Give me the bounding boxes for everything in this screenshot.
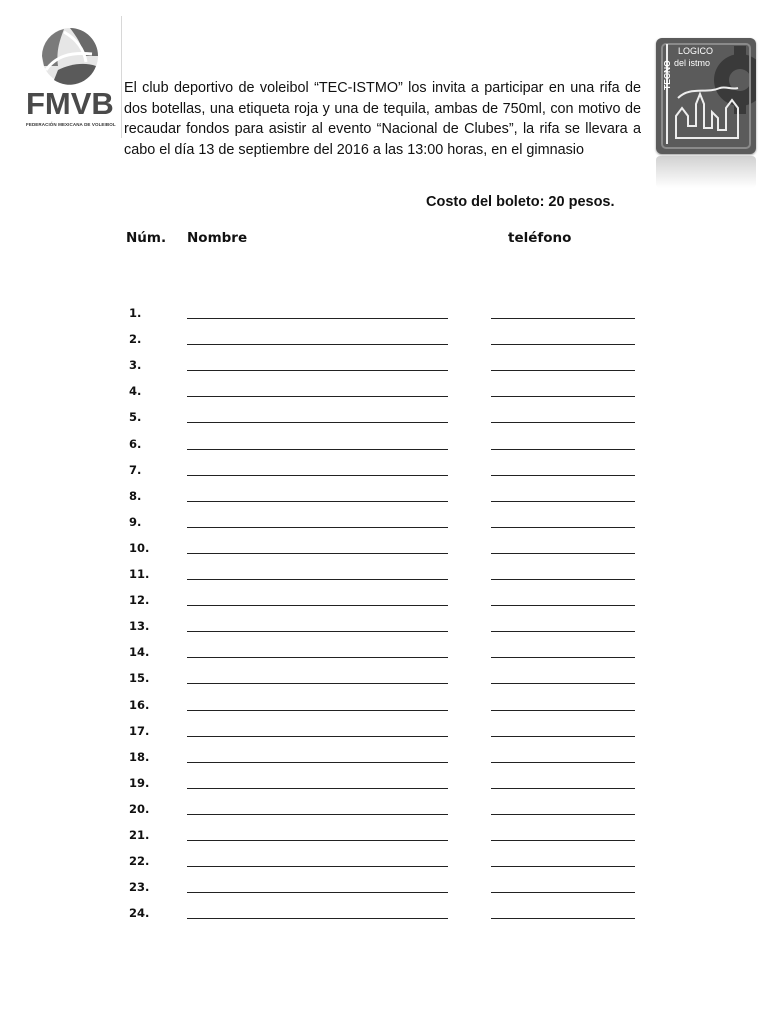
name-blank-line[interactable] xyxy=(187,840,448,841)
phone-blank-line[interactable] xyxy=(491,579,635,580)
row-number: 7. xyxy=(129,462,142,477)
table-row xyxy=(0,437,768,457)
phone-blank-line[interactable] xyxy=(491,396,635,397)
phone-blank-line[interactable] xyxy=(491,657,635,658)
table-row xyxy=(0,880,768,900)
row-number: 1. xyxy=(129,306,142,320)
row-number: 21. xyxy=(129,828,150,842)
name-blank-line[interactable] xyxy=(187,579,448,580)
tec-logo-reflection xyxy=(656,156,756,188)
name-blank-line[interactable] xyxy=(187,814,448,815)
row-number: 8. xyxy=(129,488,142,503)
name-blank-line[interactable] xyxy=(187,657,448,658)
table-row xyxy=(0,515,768,535)
phone-blank-line[interactable] xyxy=(491,866,635,867)
row-number: 16. xyxy=(129,697,150,712)
table-row xyxy=(0,906,768,926)
row-number: 12. xyxy=(129,593,150,608)
tec-logo-card xyxy=(656,38,756,154)
phone-blank-line[interactable] xyxy=(491,631,635,632)
volleyball-icon xyxy=(34,26,106,88)
tec-logo-text-logico: LOGICO xyxy=(678,46,714,56)
phone-blank-line[interactable] xyxy=(491,422,635,423)
row-number: 14. xyxy=(129,645,150,660)
header-name: Nombre xyxy=(187,230,248,246)
name-blank-line[interactable] xyxy=(187,866,448,867)
name-blank-line[interactable] xyxy=(187,527,448,528)
intro-paragraph: El club deportivo de voleibol “TEC-ISTMO” los invita a participar en una rifa de dos botellas, una etiqueta roja y una de tequila, ambas de 750ml, con motivo de recaudar fondos para asistir al evento “Nacional de Clubes”, la rifa se llevara a cabo el día 13 de septiembre del 2016 a las 13:00 horas, en el gimnasio xyxy=(124,80,641,158)
table-row xyxy=(0,619,768,639)
phone-blank-line[interactable] xyxy=(491,344,635,345)
phone-blank-line[interactable] xyxy=(491,788,635,789)
name-blank-line[interactable] xyxy=(187,631,448,632)
name-blank-line[interactable] xyxy=(187,396,448,397)
table-row xyxy=(0,358,768,378)
name-blank-line[interactable] xyxy=(187,762,448,763)
phone-blank-line[interactable] xyxy=(491,918,635,919)
phone-blank-line[interactable] xyxy=(491,840,635,841)
table-row xyxy=(0,541,768,561)
table-row xyxy=(0,593,768,613)
name-blank-line[interactable] xyxy=(187,370,448,371)
name-blank-line[interactable] xyxy=(187,501,448,502)
phone-blank-line[interactable] xyxy=(491,475,635,476)
phone-blank-line[interactable] xyxy=(491,318,635,319)
name-blank-line[interactable] xyxy=(187,605,448,606)
ticket-cost: Costo del boleto: 20 pesos. xyxy=(426,194,615,210)
phone-blank-line[interactable] xyxy=(491,814,635,815)
header-phone: teléfono xyxy=(508,230,572,246)
table-row xyxy=(0,463,768,483)
tec-istmo-logo xyxy=(656,38,756,156)
phone-blank-line[interactable] xyxy=(491,683,635,684)
row-number: 18. xyxy=(129,749,150,764)
table-row xyxy=(0,489,768,509)
row-number: 17. xyxy=(129,723,150,738)
table-row xyxy=(0,645,768,665)
table-row xyxy=(0,802,768,822)
phone-blank-line[interactable] xyxy=(491,527,635,528)
name-blank-line[interactable] xyxy=(187,892,448,893)
row-number: 23. xyxy=(129,880,150,895)
row-number: 11. xyxy=(129,567,150,581)
name-blank-line[interactable] xyxy=(187,553,448,554)
row-number: 6. xyxy=(129,436,142,451)
name-blank-line[interactable] xyxy=(187,918,448,919)
row-number: 20. xyxy=(129,801,150,816)
header-num: Núm. xyxy=(126,230,167,246)
name-blank-line[interactable] xyxy=(187,449,448,450)
row-number: 5. xyxy=(129,410,142,425)
name-blank-line[interactable] xyxy=(187,318,448,319)
name-blank-line[interactable] xyxy=(187,683,448,684)
row-number: 19. xyxy=(129,775,150,790)
row-number: 22. xyxy=(129,854,150,869)
table-row xyxy=(0,306,768,326)
name-blank-line[interactable] xyxy=(187,788,448,789)
phone-blank-line[interactable] xyxy=(491,710,635,711)
phone-blank-line[interactable] xyxy=(491,605,635,606)
table-row xyxy=(0,384,768,404)
phone-blank-line[interactable] xyxy=(491,762,635,763)
row-number: 3. xyxy=(129,358,142,373)
table-row xyxy=(0,854,768,874)
table-row xyxy=(0,724,768,744)
name-blank-line[interactable] xyxy=(187,710,448,711)
row-number: 9. xyxy=(129,514,142,529)
fmvb-subtitle: FEDERACIÓN MEXICANA DE VOLEIBOL xyxy=(26,122,116,127)
table-row xyxy=(0,776,768,796)
table-row xyxy=(0,828,768,848)
table-row xyxy=(0,332,768,352)
row-number: 15. xyxy=(129,671,150,686)
tec-logo-text-tecno: TECNO xyxy=(662,60,672,90)
phone-blank-line[interactable] xyxy=(491,736,635,737)
table-row xyxy=(0,750,768,770)
table-row xyxy=(0,698,768,718)
phone-blank-line[interactable] xyxy=(491,449,635,450)
name-blank-line[interactable] xyxy=(187,475,448,476)
row-number: 10. xyxy=(129,540,150,555)
tec-logo-text-istmo: del istmo xyxy=(674,58,711,68)
table-row xyxy=(0,567,768,587)
name-blank-line[interactable] xyxy=(187,344,448,345)
phone-blank-line[interactable] xyxy=(491,892,635,893)
fmvb-wordmark: FMVB xyxy=(26,86,114,121)
row-number: 13. xyxy=(129,619,150,634)
name-blank-line[interactable] xyxy=(187,736,448,737)
name-blank-line[interactable] xyxy=(187,422,448,423)
phone-blank-line[interactable] xyxy=(491,370,635,371)
fmvb-logo xyxy=(16,16,122,138)
row-number: 24. xyxy=(129,906,150,921)
phone-blank-line[interactable] xyxy=(491,501,635,502)
phone-blank-line[interactable] xyxy=(491,553,635,554)
table-row xyxy=(0,410,768,430)
row-number: 4. xyxy=(129,384,142,399)
table-row xyxy=(0,671,768,691)
row-number: 2. xyxy=(129,332,142,347)
